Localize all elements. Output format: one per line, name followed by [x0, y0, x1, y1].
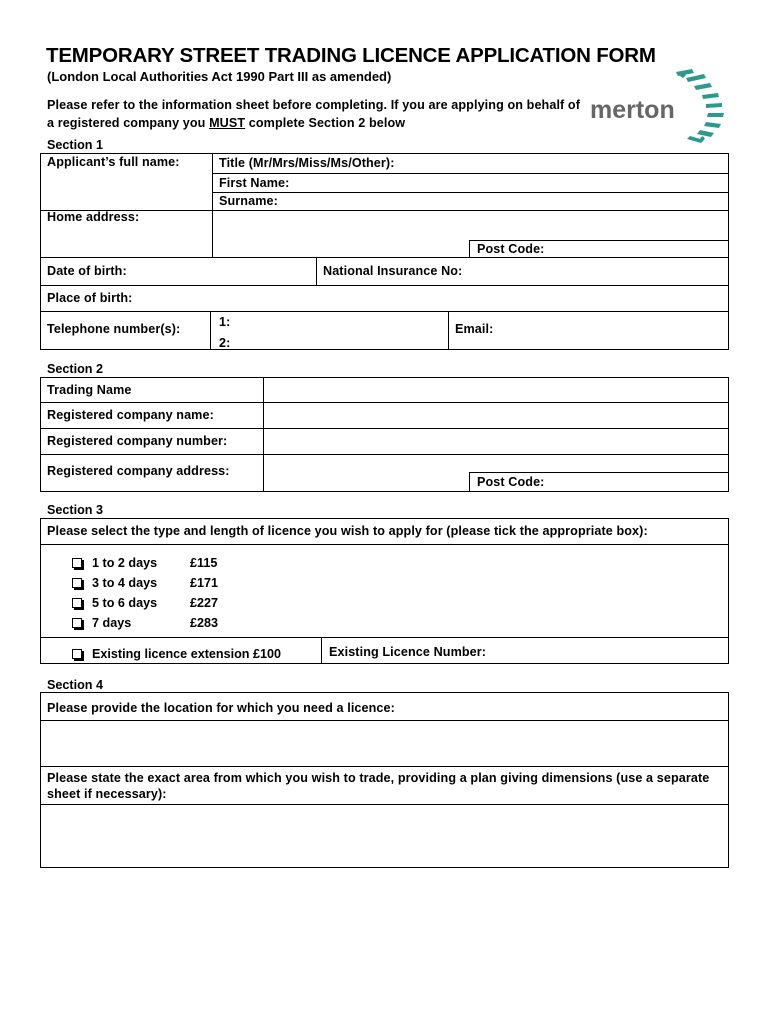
- extension-label: Existing licence extension £100: [92, 647, 281, 661]
- location-label: Please provide the location for which you need a licence:: [47, 701, 395, 715]
- merton-logo: [588, 68, 730, 148]
- option-row[interactable]: [72, 616, 131, 630]
- telephone-1-field[interactable]: 1:: [219, 315, 231, 329]
- section3-table: [40, 518, 729, 664]
- post-code-field[interactable]: Post Code:: [477, 242, 545, 256]
- section1-rule: [40, 311, 729, 312]
- company-address-field[interactable]: Registered company address:: [47, 464, 230, 478]
- section1-divider: [316, 257, 317, 285]
- intro-text: [47, 96, 587, 132]
- pob-field[interactable]: Place of birth:: [47, 291, 133, 305]
- section1-divider: [210, 311, 211, 350]
- form-title: TEMPORARY STREET TRADING LICENCE APPLICATION FORM: [46, 44, 656, 67]
- section1-rule: [40, 257, 729, 258]
- home-address-field[interactable]: Home address:: [47, 210, 140, 224]
- section4-heading: Section 4: [47, 678, 103, 692]
- trading-name-field[interactable]: Trading Name: [47, 383, 132, 397]
- intro-part2: complete Section 2 below: [245, 116, 406, 130]
- section1-rule: [212, 173, 729, 174]
- section1-divider: [212, 153, 213, 257]
- option-row[interactable]: [72, 576, 157, 590]
- section1-heading: Section 1: [47, 138, 103, 152]
- checkbox-icon[interactable]: [72, 598, 82, 608]
- telephone-2-field[interactable]: 2:: [219, 336, 231, 350]
- licence-instruction: Please select the type and length of licence you wish to apply for (please tick the appropriate box):: [47, 524, 648, 538]
- title-field[interactable]: Title (Mr/Mrs/Miss/Ms/Other):: [219, 156, 395, 170]
- option-price: £283: [190, 616, 219, 630]
- section1-divider: [448, 311, 449, 350]
- ni-field[interactable]: National Insurance No:: [323, 264, 463, 278]
- surname-field[interactable]: Surname:: [219, 194, 278, 208]
- section2-rule: [40, 428, 729, 429]
- merton-logo-graphic: [588, 68, 730, 148]
- checkbox-icon[interactable]: [72, 558, 82, 568]
- option-price: £115: [190, 556, 218, 570]
- exact-area-label: Please state the exact area from which you wish to trade, providing a plan giving dimensions (use a separate sheet if necessary):: [47, 771, 710, 801]
- form-subtitle: (London Local Authorities Act 1990 Part III as amended): [47, 69, 392, 84]
- section1-rule: [40, 285, 729, 286]
- intro-part1: Please refer to the information sheet before completing. If you are applying on behalf of a registered company you: [47, 98, 581, 130]
- option-label: 7 days: [92, 616, 132, 630]
- company-number-field[interactable]: Registered company number:: [47, 434, 228, 448]
- section3-rule: [40, 637, 729, 638]
- telephone-label: Telephone number(s):: [47, 322, 181, 336]
- full-name-label: Applicant’s full name:: [47, 155, 180, 169]
- section1-rule: [40, 210, 729, 211]
- checkbox-icon[interactable]: [72, 649, 82, 659]
- option-row[interactable]: [72, 596, 157, 610]
- option-label: 3 to 4 days: [92, 576, 158, 590]
- exact-area-input-area[interactable]: [41, 805, 728, 867]
- section2-heading: Section 2: [47, 362, 103, 376]
- option-label: 1 to 2 days: [92, 556, 158, 570]
- option-label: 5 to 6 days: [92, 596, 158, 610]
- section3-rule: [40, 544, 729, 545]
- company-name-field[interactable]: Registered company name:: [47, 408, 214, 422]
- logo-text: merton: [590, 96, 675, 124]
- section3-divider: [321, 637, 322, 664]
- option-price: £171: [190, 576, 219, 590]
- first-name-field[interactable]: First Name:: [219, 176, 290, 190]
- email-field[interactable]: Email:: [455, 322, 494, 336]
- section3-heading: Section 3: [47, 503, 103, 517]
- existing-licence-number-field[interactable]: Existing Licence Number:: [329, 645, 487, 659]
- section2-rule: [40, 454, 729, 455]
- option-price: £227: [190, 596, 219, 610]
- section2-rule: [40, 402, 729, 403]
- extension-option[interactable]: [72, 647, 281, 661]
- intro-must: MUST: [209, 116, 246, 130]
- checkbox-icon[interactable]: [72, 618, 82, 628]
- company-post-code-field[interactable]: Post Code:: [477, 475, 545, 489]
- section1-rule: [212, 192, 729, 193]
- dob-field[interactable]: Date of birth:: [47, 264, 127, 278]
- location-input-area[interactable]: [41, 721, 728, 766]
- option-row[interactable]: [72, 556, 157, 570]
- checkbox-icon[interactable]: [72, 578, 82, 588]
- section4-rule: [40, 766, 729, 767]
- section2-divider: [263, 377, 264, 492]
